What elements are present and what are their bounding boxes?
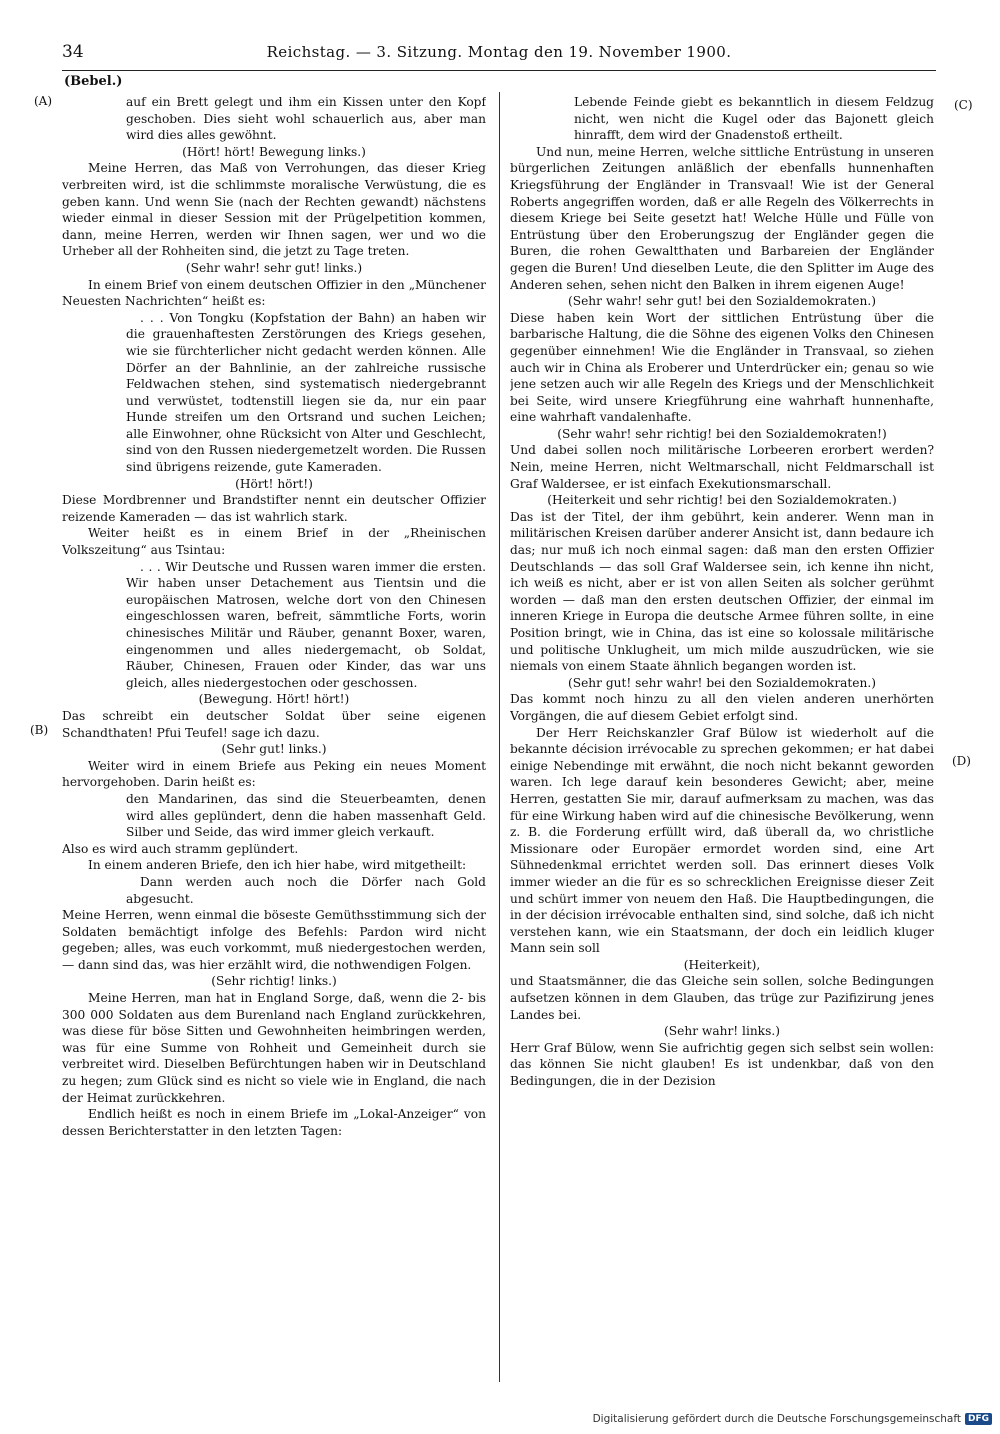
right-column: [510, 94, 934, 1390]
margin-mark-c: (C): [954, 98, 973, 112]
running-title: Reichstag. — 3. Sitzung. Montag den 19. November 1900.: [266, 43, 732, 61]
paragraph: Endlich heißt es noch in einem Briefe im „Lokal-Anzeiger“ von dessen Berichterstatter in den letzten Tagen:: [62, 1107, 486, 1138]
interjection: (Sehr wahr! sehr richtig! bei den Sozialdemokraten!): [557, 426, 887, 441]
interjection: (Hört! hört! Bewegung links.): [182, 144, 366, 159]
paragraph: Und nun, meine Herren, welche sittliche Entrüstung in unseren bürgerlichen Zeitungen anläßlich der ebenfalls hunnenhaften Kriegsführung der Engländer in Transvaal! Wie ist der General Roberts angegriffen worden, daß er alle Regeln des Völkerrechts in diesem Kriege bei Seite gesetzt hat! Welche Hülle und Fülle von Entrüstung über den Eroberungszug der Engländer gegen die Buren, die rohen Gewaltthaten und Barbareien der Engländer gegen die Buren! Und dieselben Leute, die den Splitter im Auge des Anderen sehen, sehen nicht den Balken in ihrem eigenen Auge!: [510, 144, 934, 292]
interjection: (Bewegung. Hört! hört!): [198, 692, 350, 707]
quoted-passage: . . . Von Tongku (Kopfstation der Bahn) an haben wir die grauenhaftesten Zerstörungen des Kriegs gesehen, wie sie fürchterlicher nicht gedacht werden können. Alle Dörfer an der Bahnlinie, an der zahlreiche russische Feldwachen stehen, sind systematisch niedergebrannt und verwüstet, todtenstill liegen sie da, nur ein paar Hunde streifen um den Ortsrand und suchen Leichen; alle Einwohner, ohne Rücksicht von Alter und Geschlecht, sind von den Russen niedergemetzelt worden. Die Russen sind übrigens reizende, gute Kameraden.: [126, 310, 486, 475]
paragraph: In einem Brief von einem deutschen Offizier in den „Münchener Neuesten Nachrichten“ heißt es:: [62, 277, 486, 309]
page-number: 34: [62, 42, 84, 62]
left-column: [62, 94, 486, 1390]
paragraph: Der Herr Reichskanzler Graf Bülow ist wiederholt auf die bekannte décision irrévocable zu sprechen gekommen; er hat dabei einige Nebendinge mit erwähnt, die noch nicht bekannt geworden waren. Ich lege darauf kein besonderes Gewicht; aber, meine Herren, gestatten Sie mir, darauf aufmerksam zu machen, was das für eine Wirkung haben wird auf die chinesische Bevölkerung, wenn z. B. die Forderung erfüllt wird, daß überall da, wo christliche Missionare oder Europäer ermordet worden sind, eine Art Sühnedenkmal errichtet werden soll. Das erinnert dieses Volk immer wieder an die für es so schrecklichen Ereignisse dieser Zeit und schürt immer von neuem den Haß. Die Hauptbedingungen, die in der décision irrévocable enthalten sind, sind solche, daß ich nicht verstehen kann, wie ein Staatsmann, der doch ein leidlich kluger Mann sein soll: [510, 725, 934, 956]
speaker-tag: (Bebel.): [64, 74, 123, 89]
interjection: (Sehr gut! sehr wahr! bei den Sozialdemokraten.): [567, 675, 876, 690]
paragraph: Meine Herren, man hat in England Sorge, daß, wenn die 2- bis 300 000 Soldaten aus dem Burenland nach England zurückkehren, was diese für böse Sitten und Gewohnheiten heimbringen werden, was für eine Summe von Rohheit und Gemeinheit durch sie verbreitet wird. Dieselben Befürchtungen haben wir in Deutschland zu hegen; zum Glück sind es nicht so viele wie in England, die nach der Heimat zurückkehren.: [62, 991, 486, 1105]
margin-mark-a: (A): [34, 94, 53, 108]
margin-mark-b: (B): [30, 723, 49, 737]
paragraph: Also es wird auch stramm geplündert.: [62, 841, 299, 856]
quoted-passage: auf ein Brett gelegt und ihm ein Kissen unter den Kopf geschoben. Dies sieht wohl schauerlich aus, aber man wird dies alles gewöhnt.: [126, 95, 486, 143]
paragraph: Das ist der Titel, der ihm gebührt, kein anderer. Wenn man in militärischen Kreisen darüber anderer Ansicht ist, dann bedaure ich das; nur muß ich noch einmal sagen: daß man den ersten Offizier Deutschlands — das soll Graf Waldersee sein, ich kenne ihn nicht, ich weiß es nicht, aber er ist von allen Seiten als solcher gerühmt worden — daß man den ersten deutschen Offizier, der einmal im inneren Kriege in Europa die deutsche Armee führen sollte, in eine Position bringt, wie in China, das ist eine so kolossale militärische und politische Unklugheit, um mich milde auszudrücken, wie sie niemals von einem Staate ähnlich begangen worden ist.: [510, 509, 934, 674]
interjection: (Sehr wahr! links.): [664, 1024, 780, 1039]
paragraph: und Staatsmänner, die das Gleiche sein sollen, solche Bedingungen aufsetzen können in dem Glauben, das trüge zur Pazifizirung jenes Landes bei.: [510, 974, 934, 1022]
interjection: (Sehr wahr! sehr gut! links.): [185, 260, 363, 275]
column-divider: [499, 92, 500, 1382]
paragraph: Weiter heißt es in einem Brief in der „Rheinischen Volkszeitung“ aus Tsintau:: [62, 526, 486, 558]
paragraph: Diese haben kein Wort der sittlichen Entrüstung über die barbarische Haltung, die die Söhne des eigenen Volks den Chinesen gegenüber einnehmen! Wie die Engländer in Transvaal, so ziehen auch wir in China als Eroberer und Unterdrücker ein; genau so wie jene setzen auch wir alle Regeln des Kriegs und der Menschlichkeit bei Seite, wird unsere Kriegführung eine wahrhaft hunnenhafte, eine wahrhaft vandalenhafte.: [510, 310, 934, 425]
interjection: (Heiterkeit und sehr richtig! bei den Sozialdemokraten.): [547, 493, 897, 508]
paragraph: Herr Graf Bülow, wenn Sie aufrichtig gegen sich selbst sein wollen: das können Sie nicht glauben! Es ist undenkbar, daß von den Bedingungen, die in der Dezision: [510, 1040, 934, 1089]
interjection: (Heiterkeit),: [683, 957, 761, 972]
margin-mark-d: (D): [952, 754, 971, 768]
footer: [593, 1410, 992, 1428]
paragraph: Das kommt noch hinzu zu all den vielen anderen unerhörten Vorgängen, die auf diesem Gebiet erfolgt sind.: [510, 692, 934, 723]
paragraph: Diese Mordbrenner und Brandstifter nennt ein deutscher Offizier reizende Kameraden — das ist wahrlich stark.: [62, 493, 486, 524]
footer-credit: Digitalisierung gefördert durch die Deutsche Forschungsgemeinschaft: [592, 1413, 961, 1425]
paragraph: Weiter wird in einem Briefe aus Peking ein neues Moment hervorgehoben. Darin heißt es:: [62, 758, 486, 790]
quoted-passage: Dann werden auch noch die Dörfer nach Gold abgesucht.: [126, 874, 486, 906]
quoted-passage: . . . Wir Deutsche und Russen waren immer die ersten. Wir haben unser Detachement aus Tientsin und die europäischen Matrosen, welche dort von den Chinesen eingeschlossen waren, befreit, sämmtliche Forts, worin chinesisches Militär und Räuber, genannt Boxer, waren, eingenommen und alles niedergemacht, ob Soldat, Räuber, Chinesen, Frauen oder Kinder, das war uns gleich, alles niedergestochen oder geschossen.: [126, 559, 486, 690]
paragraph: Meine Herren, das Maß von Verrohungen, das dieser Krieg verbreiten wird, ist die schlimmste moralische Verwüstung, die es geben kann. Und wenn Sie (nach der Rechten gewandt) nächstens wieder einmal in dieser Session mit der Prügelpetition kommen, dann, meine Herren, werden wir Ihnen sagen, wer und wo die Urheber all der Rohheiten sind, die jetzt zu Tage treten.: [62, 161, 486, 259]
paragraph: Meine Herren, wenn einmal die böseste Gemüthsstimmung sich der Soldaten bemächtigt infolge des Befehls: Pardon wird nicht gegeben; alles, was euch vorkommt, muß niedergestochen werden, — dann sind das, was hier erzählt wird, die nothwendigen Folgen.: [62, 908, 486, 972]
interjection: (Hört! hört!): [235, 476, 313, 491]
interjection: (Sehr wahr! sehr gut! bei den Sozialdemokraten.): [567, 294, 876, 309]
interjection: (Sehr richtig! links.): [211, 974, 337, 989]
dfg-logo: DFG: [965, 1413, 992, 1425]
interjection: (Sehr gut! links.): [221, 742, 327, 757]
paragraph: Und dabei sollen noch militärische Lorbeeren erorbert werden? Nein, meine Herren, nicht Weltmarschall, nicht Feldmarschall ist Graf Waldersee, er ist einfach Exekutionsmarschall.: [510, 443, 934, 491]
paragraph: Das schreibt ein deutscher Soldat über seine eigenen Schandthaten! Pfui Teufel! sage ich dazu.: [62, 708, 486, 740]
quoted-passage: den Mandarinen, das sind die Steuerbeamten, denen wird alles geplündert, denn die haben massenhaft Geld. Silber und Seide, das wird immer gleich verkauft.: [126, 791, 486, 840]
paragraph: In einem anderen Briefe, den ich hier habe, wird mitgetheilt:: [88, 858, 467, 873]
page-header: [62, 40, 936, 71]
quoted-passage: Lebende Feinde giebt es bekanntlich in diesem Feldzug nicht, wen nicht die Kugel oder das Bajonett gleich hinrafft, dem wird der Gnadenstoß ertheilt.: [574, 95, 934, 143]
